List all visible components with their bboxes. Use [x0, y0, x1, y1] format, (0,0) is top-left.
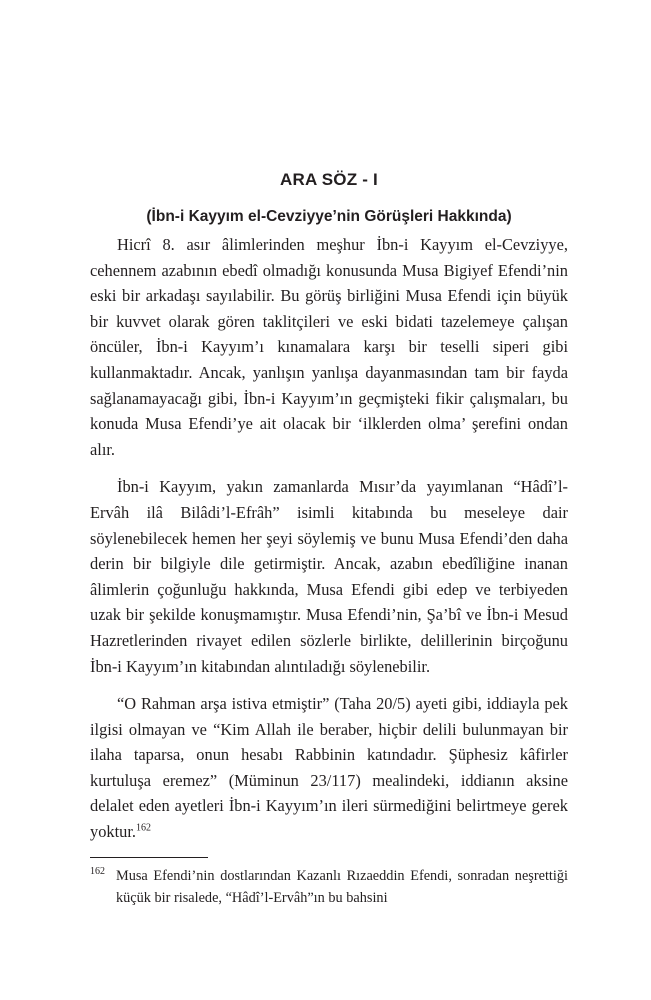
- footnote-number: 162: [90, 865, 105, 877]
- paragraph-3: [90, 691, 568, 845]
- paragraph-1: Hicrî 8. asır âlimlerinden meşhur İbn-i Kayyım el-Cevziyye, cehennem azabının ebedî olmadığı konusunda Musa Bigiyef Efendi’nin eski bir arkadaşı sayılabilir. Bu görüş birliğini Musa Efendi için büyük bir kuvvet olarak gören taklitçileri ve eski bidati tazelemeye çalışan öncüler, İbn-i Kayyım’ı kınamalara karşı bir teselli siperi gibi kullanmaktadır. Ancak, yanlışın yanlışa dayanmasından tam bir fayda sağlanamayacağı gibi, İbn-i Kayyım’ın geçmişteki fikir çalışmaları, bu konuda Musa Efendi’ye ait olacak bir ‘ilklerden olma’ şerefini ondan alır.: [90, 235, 568, 459]
- footnote-reference: 162: [136, 822, 151, 834]
- book-page: [90, 170, 568, 909]
- paragraph-2: İbn-i Kayyım, yakın zamanlarda Mısır’da yayımlanan “Hâdî’l-Ervâh ilâ Bilâdi’l-Efrâh” isimli kitabında bu meseleye dair söylenebilecek hemen her şeyi söylemiş ve bunu Musa Efendi’den daha derin bir bilgiyle dile getirmiştir. Ancak, azabın ebedîliğine inanan âlimlerin çoğunluğu hakkında, Musa Efendi gibi edep ve terbiyeden uzak bir şekilde konuşmamıştır. Musa Efendi’nin, Şa’bî ve İbn-i Mesud Hazretlerinden rivayet edilen sözlerle birlikte, delillerinin birçoğunu İbn-i Kayyım’ın kitabından alıntıladığı söylenebilir.: [90, 477, 568, 676]
- body-text: [90, 232, 568, 845]
- paragraph-3-text: “O Rahman arşa istiva etmiştir” (Taha 20/5) ayeti gibi, iddiayla pek ilgisi olmayan ve “Kim Allah ile beraber, hiçbir delili bulunmayan bir ilaha taparsa, onun hesabı Rabbinin katındadır. Şüphesiz kâfirler kurtuluşa eremez” (Müminun 23/117) mealindeki, iddianın aksine delalet eden ayetleri İbn-i Kayyım’ın ileri sürmediğini belirtmeye gerek yoktur.: [90, 694, 568, 842]
- footnote-text: Musa Efendi’nin dostlarından Kazanlı Rızaeddin Efendi, sonradan neşrettiği küçük bir risalede, “Hâdî’l-Ervâh”ın bu bahsini: [116, 867, 568, 906]
- footnote: [90, 865, 568, 909]
- chapter-subtitle: (İbn-i Kayyım el-Cevziyye’nin Görüşleri Hakkında): [146, 208, 512, 225]
- footnote-number-wrap: [90, 865, 116, 887]
- footnote-divider: [90, 857, 208, 858]
- chapter-title: ARA SÖZ - I: [280, 170, 378, 189]
